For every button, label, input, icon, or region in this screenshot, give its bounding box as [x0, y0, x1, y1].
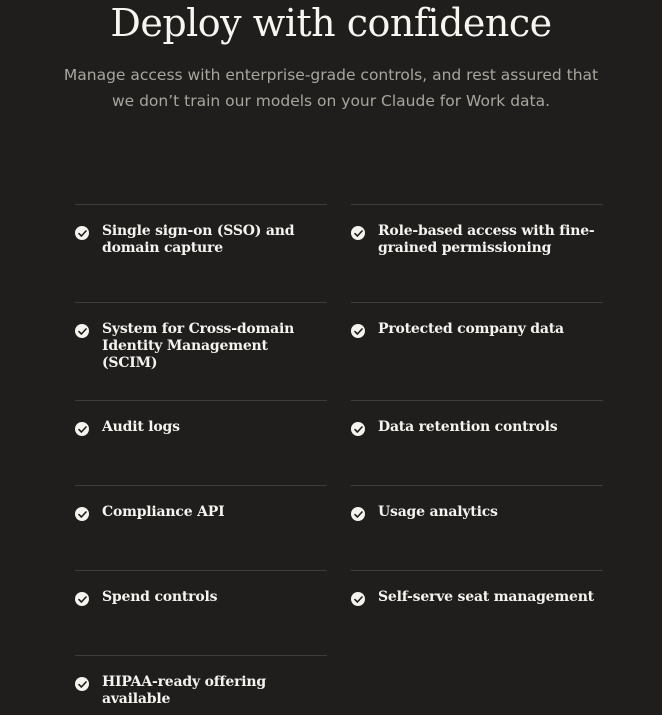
check-circle-icon: [351, 226, 365, 240]
feature-item-hipaa: [75, 655, 327, 715]
feature-item-sso: [75, 204, 327, 302]
feature-label: Compliance API: [102, 504, 225, 520]
check-circle-icon: [351, 507, 365, 521]
page-title: Deploy with confidence: [110, 1, 552, 45]
check-circle-icon: [75, 226, 89, 240]
feature-label: Role-based access with fine-grained permissioning: [378, 223, 595, 256]
feature-item-seat-management: [351, 570, 603, 655]
check-circle-icon: [351, 592, 365, 606]
feature-item-compliance-api: [75, 485, 327, 570]
feature-item-scim: [75, 302, 327, 400]
check-circle-icon: [351, 324, 365, 338]
feature-item-protected-data: [351, 302, 603, 400]
feature-label: Data retention controls: [378, 419, 558, 435]
check-circle-icon: [75, 677, 89, 691]
feature-item-usage-analytics: [351, 485, 603, 570]
feature-label: Usage analytics: [378, 504, 498, 520]
page-subtitle: Manage access with enterprise-grade controls, and rest assured that we don’t train our models on your Claude for Work data.: [63, 66, 599, 110]
feature-label: Spend controls: [102, 589, 218, 605]
feature-label: HIPAA-ready offering available: [102, 674, 266, 707]
check-circle-icon: [75, 324, 89, 338]
check-circle-icon: [75, 507, 89, 521]
check-circle-icon: [75, 422, 89, 436]
feature-label: Protected company data: [378, 321, 564, 337]
feature-label: System for Cross-domain Identity Management (SCIM): [102, 321, 295, 371]
feature-item-rbac: [351, 204, 603, 302]
feature-list: [75, 204, 603, 715]
check-circle-icon: [351, 422, 365, 436]
feature-item-spend-controls: [75, 570, 327, 655]
check-circle-icon: [75, 592, 89, 606]
feature-label: Single sign-on (SSO) and domain capture: [102, 223, 295, 256]
feature-label: Audit logs: [102, 419, 180, 435]
feature-item-data-retention: [351, 400, 603, 485]
feature-label: Self-serve seat management: [378, 589, 594, 605]
feature-item-audit-logs: [75, 400, 327, 485]
